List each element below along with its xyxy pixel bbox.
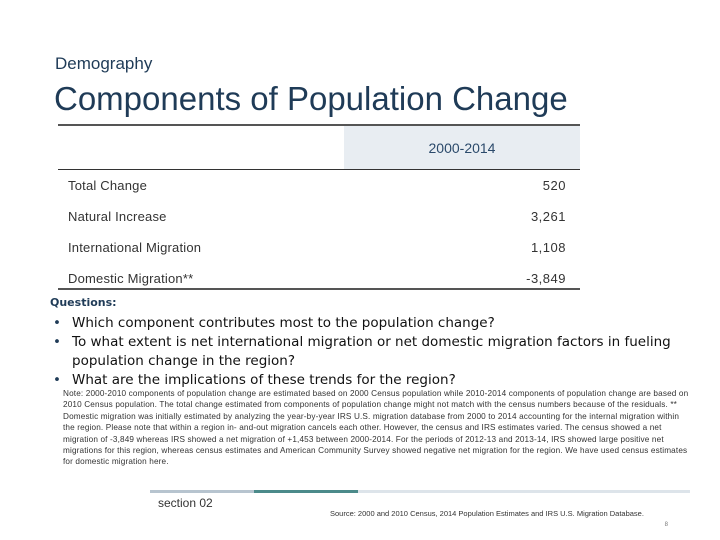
row-label: Domestic Migration** (68, 271, 194, 286)
bullet-icon: • (53, 315, 61, 331)
row-value: -3,849 (526, 271, 566, 286)
list-item (50, 333, 710, 371)
footer-bar-left (150, 490, 254, 493)
table-row (58, 232, 580, 263)
row-label: Natural Increase (68, 209, 167, 224)
list-item (50, 314, 710, 333)
question-text: Which component contributes most to the population change? (72, 315, 495, 331)
section-kicker: Demography (55, 54, 153, 73)
row-value: 520 (542, 178, 566, 193)
table-bottom-rule (58, 288, 580, 290)
column-header-period: 2000-2014 (344, 126, 580, 169)
page-title: Components of Population Change (54, 80, 568, 117)
table-row (58, 170, 580, 201)
footnote: Note: 2000-2010 components of population change are estimated based on 2000 Census population while 2010-2014 components of population change are based on 2010 Census population. The total change estimated from components of population change might not match with the census numbers because of the residuals. ** Domestic migration was initially estimated by analyzing the year-by-year IRS U.S. migration database from 2000 to 2014 accounting for the internal migration within the region. Please note that within a region in- and-out migration cancels each other. However, the census and IRS estimates varied. The census showed a net migration of -3,849 whereas IRS showed a net migration of +1,453 between 2000-2014. For the periods of 2012-13 and 2013-14, IRS showed large positive net migrations for this region, whereas census estimates and American Community Survey showed negative net migration for the region. We have used census estimates for domestic migration here. (63, 389, 689, 467)
questions-label: Questions: (50, 296, 117, 309)
bullet-icon: • (53, 334, 61, 350)
row-value: 1,108 (530, 240, 566, 255)
table-body (58, 170, 580, 294)
table-row (58, 201, 580, 232)
question-text: What are the implications of these trends for the region? (72, 372, 456, 388)
source-note: Source: 2000 and 2010 Census, 2014 Population Estimates and IRS U.S. Migration Database. (330, 509, 644, 518)
row-value: 3,261 (530, 209, 566, 224)
section-indicator: section 02 (158, 496, 213, 510)
row-label: Total Change (68, 178, 148, 193)
bullet-icon: • (53, 372, 61, 388)
question-text: To what extent is net international migration or net domestic migration factors in fueling population change in the region? (72, 334, 671, 369)
questions-list (50, 314, 710, 390)
page-number: 8 (664, 522, 668, 528)
row-label: International Migration (68, 240, 202, 255)
footer-bar-active (254, 490, 358, 493)
footer-bar-right (358, 490, 690, 493)
